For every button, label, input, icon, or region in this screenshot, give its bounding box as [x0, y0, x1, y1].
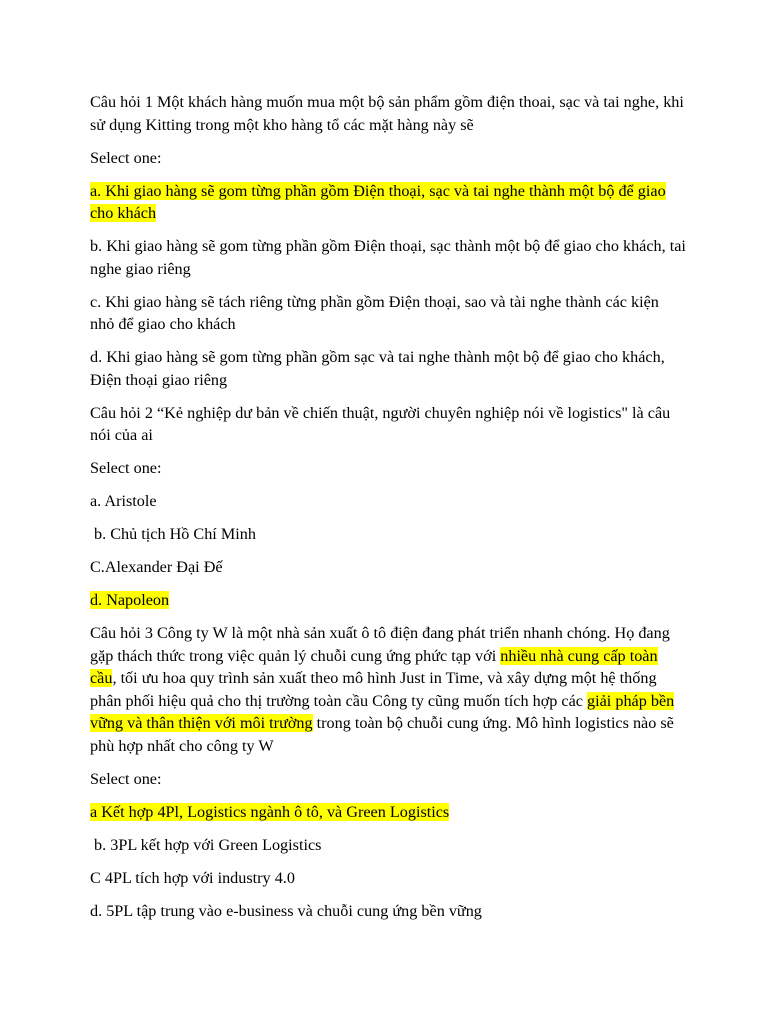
question-1-option-c: c. Khi giao hàng sẽ tách riêng từng phần gồm Điện thoại, sao và tài nghe thành các kiện nhỏ để giao cho khách — [90, 292, 659, 333]
question-2-option-b: b. Chủ tịch Hồ Chí Minh — [90, 525, 256, 543]
highlighted-answer: a. Khi giao hàng sẽ gom từng phần gồm Điện thoại, sạc và tai nghe thành một bộ để giao cho khách — [90, 181, 666, 222]
question-3-text-part-2: , tối ưu hoa quy trình sản xuất theo mô hình Just in Time, và xây dựng một hệ thống phân phối hiệu quả cho thị trường toàn cầu Công ty cũng muốn tích hợp các — [90, 669, 657, 710]
question-1-select-label: Select one: — [90, 148, 162, 167]
highlighted-phrase: nhiều nhà cung cấp toàn cầu — [90, 646, 658, 687]
question-2-select-label: Select one: — [90, 459, 162, 477]
question-1-option-a — [90, 180, 686, 225]
question-3-text-part-1: Câu hỏi 3 Công ty W là một nhà sản xuất ô tô điện đang phát triển nhanh chóng. Họ đang gặp thách thức trong việc quản lý chuỗi cung ứng phức tạp với — [90, 624, 670, 665]
document-page — [90, 91, 686, 933]
question-3-select-label: Select one: — [90, 769, 162, 788]
question-2-option-d — [90, 589, 686, 612]
question-2-option-c: C.Alexander Đại Đế — [90, 558, 223, 576]
highlighted-phrase: giải pháp bền vững và thân thiện với môi trường — [90, 691, 675, 732]
question-3-option-b: b. 3PL kết hợp với Green Logistics — [90, 835, 322, 854]
question-1-text: Câu hỏi 1 Một khách hàng muốn mua một bộ sản phẩm gồm điện thoai, sạc và tai nghe, khi sử dụng Kitting trong một kho hàng tổ các mặt hàng này sẽ — [90, 93, 684, 134]
question-3-option-d: d. 5PL tập trung vào e-business và chuỗi cung ứng bền vững — [90, 901, 482, 920]
question-1-option-b: b. Khi giao hàng sẽ gom từng phần gồm Điện thoại, sạc thành một bộ để giao cho khách, tai nghe giao riêng — [90, 237, 686, 278]
question-3-option-c: C 4PL tích hợp với industry 4.0 — [90, 868, 295, 887]
question-2-option-a: a. Aristole — [90, 492, 157, 510]
highlighted-answer: d. Napoleon — [90, 591, 170, 609]
question-3-option-a — [90, 801, 686, 824]
question-1-option-d: d. Khi giao hàng sẽ gom từng phần gồm sạc và tai nghe thành một bộ để giao cho khách, Điện thoại giao riêng — [90, 348, 665, 389]
question-3-text-part-3: trong toàn bộ chuỗi cung ứng. Mô hình logistics nào sẽ phù hợp nhất cho công ty W — [90, 714, 674, 755]
question-3-text — [90, 622, 686, 757]
question-2-text: Câu hỏi 2 “Kẻ nghiệp dư bản về chiến thuật, người chuyên nghiệp nói về logistics" là câu nói của ai — [90, 403, 671, 444]
highlighted-answer: a Kết hợp 4Pl, Logistics ngành ô tô, và Green Logistics — [90, 802, 450, 821]
